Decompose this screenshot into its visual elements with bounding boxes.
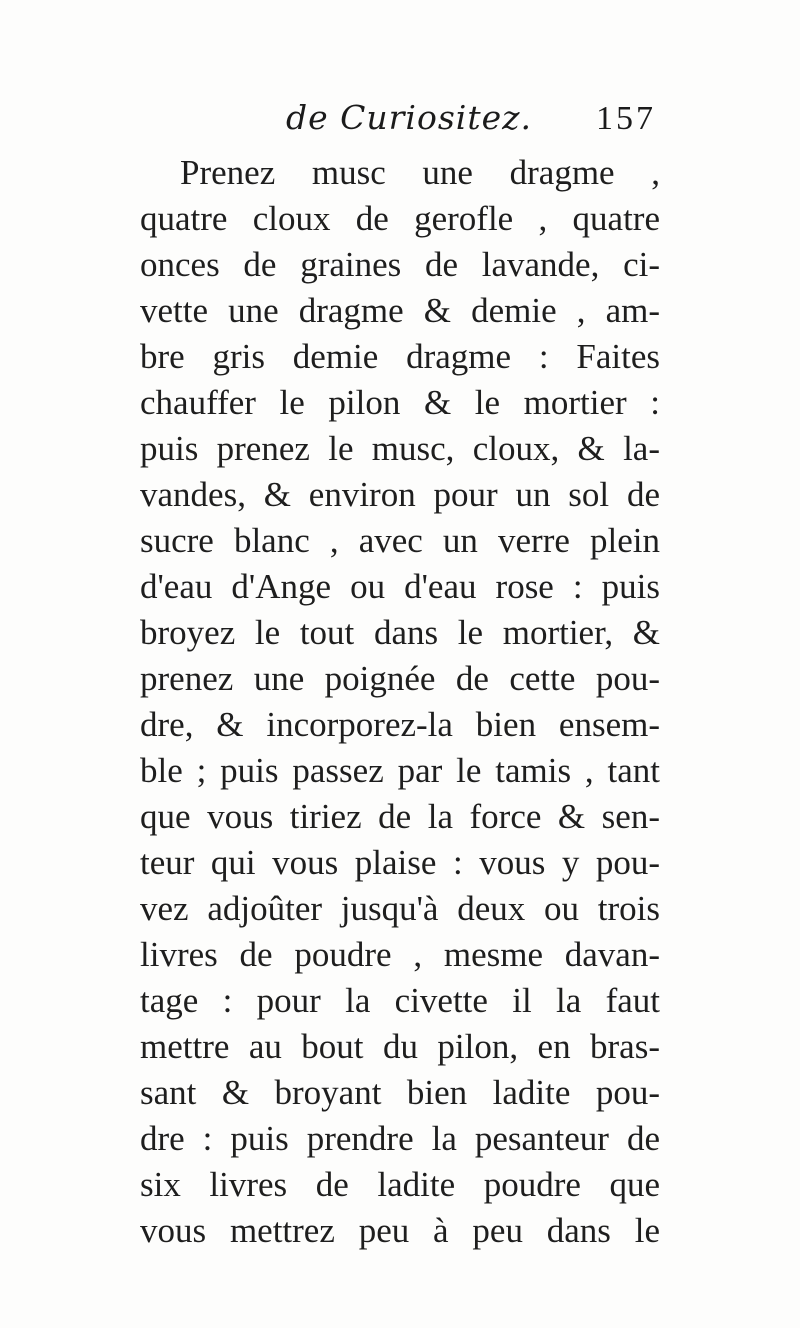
text-line: chauffer le pilon & le mortier :: [140, 383, 660, 422]
text-line: vandes, & environ pour un sol de: [140, 475, 660, 514]
text-line: mettre au bout du pilon, en bras-: [140, 1027, 660, 1066]
text-line: tage : pour la civette il la faut: [140, 981, 660, 1020]
running-title: de Curiositez.: [286, 98, 532, 137]
text-line: puis prenez le musc, cloux, & la-: [140, 429, 660, 468]
text-line: vette une dragme & demie , am-: [140, 291, 660, 330]
text-line: d'eau d'Ange ou d'eau rose : puis: [140, 567, 660, 606]
text-line: onces de graines de lavande, ci-: [140, 245, 660, 284]
text-line: Prenez musc une dragme ,: [180, 153, 660, 192]
text-line: broyez le tout dans le mortier, &: [140, 613, 660, 652]
text-line: vez adjoûter jusqu'à deux ou trois: [140, 889, 660, 928]
text-line: sant & broyant bien ladite pou-: [140, 1073, 660, 1112]
text-line: sucre blanc , avec un verre plein: [140, 521, 660, 560]
text-line: teur qui vous plaise : vous y pou-: [140, 843, 660, 882]
text-line: que vous tiriez de la force & sen-: [140, 797, 660, 836]
body-text: [140, 150, 660, 1254]
text-line: bre gris demie dragme : Faites: [140, 337, 660, 376]
text-line: dre, & incorporez-la bien ensem-: [140, 705, 660, 744]
text-line: six livres de ladite poudre que: [140, 1165, 660, 1204]
text-line: dre : puis prendre la pesanteur de: [140, 1119, 660, 1158]
text-line: vous mettrez peu à peu dans le: [140, 1211, 660, 1250]
text-line: prenez une poignée de cette pou-: [140, 659, 660, 698]
text-line: ble ; puis passez par le tamis , tant: [140, 751, 660, 790]
page-header: [286, 98, 666, 150]
page-number: 157: [596, 100, 656, 137]
text-line: livres de poudre , mesme davan-: [140, 935, 660, 974]
text-line: quatre cloux de gerofle , quatre: [140, 199, 660, 238]
